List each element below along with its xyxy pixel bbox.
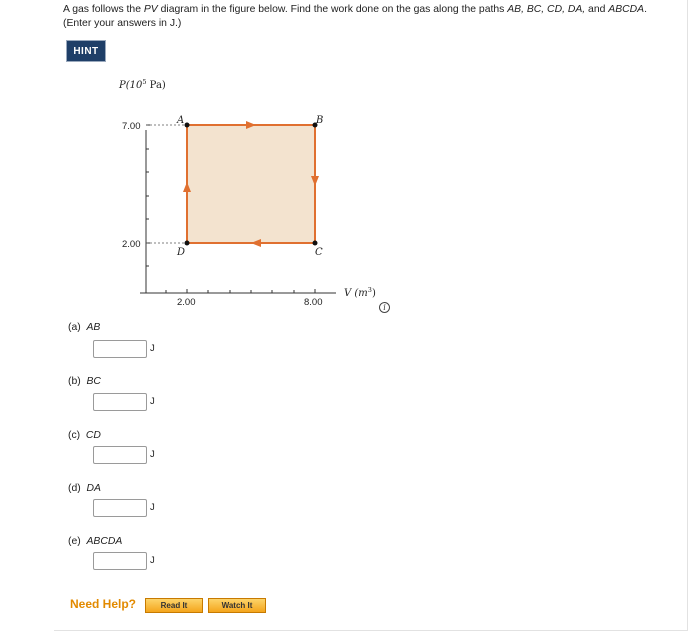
- y-tick-7-00: 7.00: [122, 121, 141, 132]
- answer-input-da[interactable]: [93, 499, 147, 517]
- unit-label: J: [150, 555, 155, 566]
- problem-line-1: A gas follows the PV diagram in the figure below. Find the work done on the gas along the paths AB, BC, CD, DA, and ABCDA.: [63, 4, 647, 15]
- label-a: A: [177, 115, 185, 126]
- unit-label: J: [150, 343, 155, 354]
- answer-input-cd[interactable]: [93, 446, 147, 464]
- read-it-button[interactable]: Read It: [145, 598, 203, 613]
- unit-label: J: [150, 449, 155, 460]
- question-e-label: (e) ABCDA: [68, 536, 123, 547]
- label-b: B: [316, 115, 324, 126]
- unit-label: J: [150, 396, 155, 407]
- x-axis-title: V $(m^3)$: [344, 286, 376, 299]
- label-c: C: [315, 247, 323, 258]
- answer-input-bc[interactable]: [93, 393, 147, 411]
- y-axis-title: $P(10^5$ Pa): [119, 78, 166, 91]
- y-tick-2-00: 2.00: [122, 239, 141, 250]
- label-d: D: [177, 247, 186, 258]
- watch-it-button[interactable]: Watch It: [208, 598, 266, 613]
- x-tick-8-00: 8.00: [304, 297, 323, 308]
- hint-button[interactable]: HINT: [66, 40, 106, 62]
- unit-label: J: [150, 502, 155, 513]
- x-tick-2-00: 2.00: [177, 297, 196, 308]
- question-b-label: (b) BC: [68, 376, 101, 387]
- need-help-label: Need Help?: [70, 597, 137, 611]
- y-axis-ticks: [146, 125, 150, 266]
- problem-line-2: (Enter your answers in J.): [63, 17, 182, 29]
- question-d-label: (d) DA: [68, 483, 101, 494]
- answer-input-ab[interactable]: [93, 340, 147, 358]
- question-a-label: (a) AB: [68, 322, 101, 333]
- x-axis-ticks: [166, 289, 315, 293]
- info-icon[interactable]: i: [379, 302, 390, 313]
- point-c: [313, 241, 318, 246]
- question-c-label: (c) CD: [68, 430, 101, 441]
- answer-input-abcda[interactable]: [93, 552, 147, 570]
- point-a: [185, 123, 190, 128]
- work-area-fill: [187, 125, 315, 243]
- point-d: [185, 241, 190, 246]
